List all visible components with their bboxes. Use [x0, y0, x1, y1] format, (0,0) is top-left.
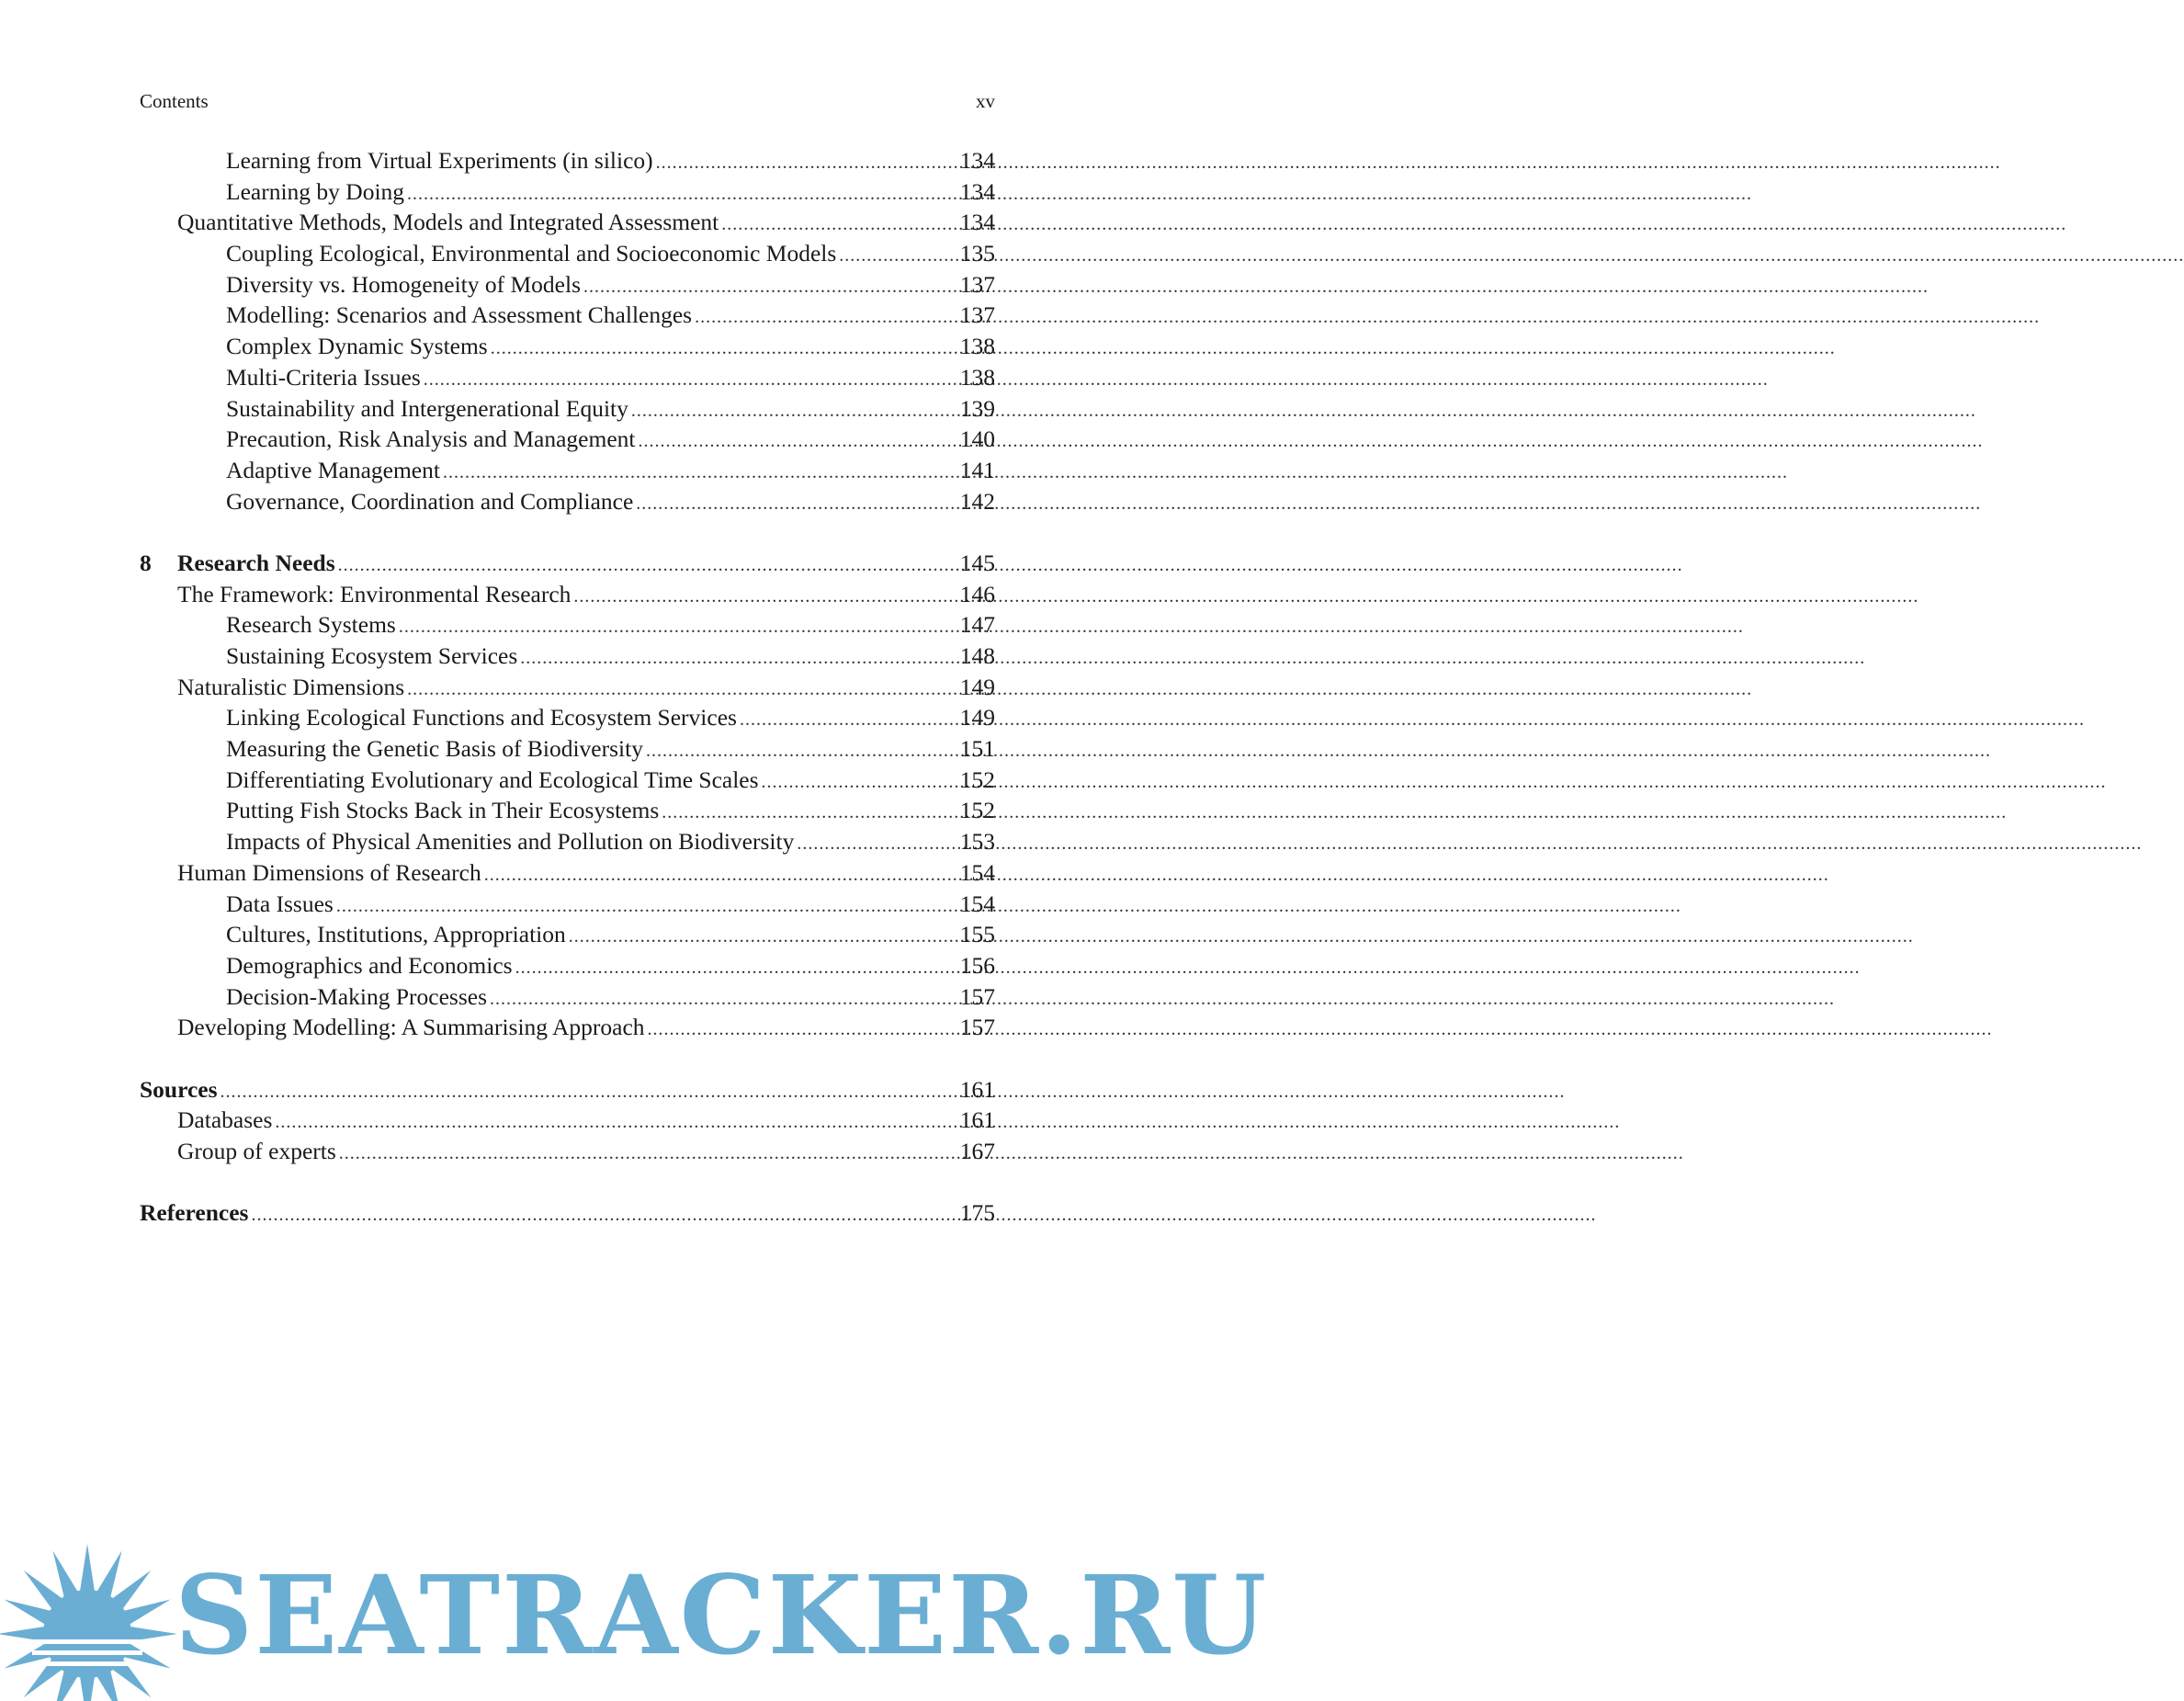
toc-entry-title: Multi-Criteria Issues: [226, 363, 421, 391]
toc-entry-page: 149: [959, 673, 995, 700]
running-header-title: Contents: [140, 90, 209, 112]
toc-entry-title: Coupling Ecological, Environmental and Socioeconomic Models: [226, 240, 837, 267]
toc-entry-title: References: [140, 1199, 249, 1227]
toc-entry-title: Governance, Coordination and Compliance: [226, 487, 634, 515]
toc-entry-page: 134: [959, 177, 995, 205]
toc-entry[interactable]: [140, 889, 995, 920]
toc-entry[interactable]: [140, 1012, 995, 1043]
toc-entry-title: Research Needs: [177, 549, 335, 576]
dot-leader: [443, 458, 1788, 489]
toc-entry-title: Naturalistic Dimensions: [177, 673, 405, 700]
toc-entry-page: 152: [959, 797, 995, 824]
chapter-number: 8: [140, 549, 152, 576]
dot-leader: [484, 860, 1829, 891]
toc-entry-title: Putting Fish Stocks Back in Their Ecosystems: [226, 797, 660, 824]
toc-entry-page: 156: [959, 951, 995, 979]
toc-entry-page: 151: [959, 735, 995, 763]
toc-entry-page: 142: [959, 487, 995, 515]
toc-entry[interactable]: [140, 1136, 995, 1167]
toc-entry-page: 175: [959, 1199, 995, 1227]
toc-entry[interactable]: [140, 857, 995, 889]
dot-leader: [221, 1077, 1566, 1108]
toc-entry-page: 167: [959, 1138, 995, 1164]
toc-entry[interactable]: [140, 238, 995, 269]
dot-leader: [662, 798, 2007, 829]
toc-entry-page: 155: [959, 921, 995, 948]
watermark: [0, 1544, 1269, 1701]
toc-entry-page: 134: [959, 209, 995, 236]
dot-leader: [399, 612, 1744, 643]
dot-leader: [638, 426, 1983, 458]
toc-entry-page: 157: [959, 982, 995, 1010]
toc-section-entry[interactable]: [140, 1197, 995, 1229]
dot-leader: [740, 705, 2085, 736]
toc-chapter-entry[interactable]: [140, 548, 995, 579]
toc-entry-title: Adaptive Management: [226, 456, 440, 483]
dot-leader: [490, 984, 1835, 1015]
dot-leader: [338, 550, 1683, 582]
toc-entry-title: The Framework: Environmental Research: [177, 580, 571, 607]
toc-entry[interactable]: [140, 393, 995, 425]
dot-leader: [336, 891, 1681, 923]
toc-entry-page: 141: [959, 456, 995, 483]
toc-entry-title: Cultures, Institutions, Appropriation: [226, 921, 566, 948]
toc-entry-title: Demographics and Economics: [226, 951, 513, 979]
dot-leader: [631, 396, 1976, 427]
sun-icon: [0, 1544, 175, 1701]
toc-entry[interactable]: [140, 1105, 995, 1136]
toc-entry[interactable]: [140, 362, 995, 393]
dot-leader: [407, 179, 1752, 210]
toc-entry[interactable]: [140, 672, 995, 703]
toc-entry-title: Precaution, Risk Analysis and Management: [226, 425, 636, 453]
toc-entry[interactable]: [140, 579, 995, 610]
dot-leader: [520, 643, 1865, 675]
toc-entry-title: Differentiating Evolutionary and Ecological Time Scales: [226, 765, 759, 793]
toc-entry[interactable]: [140, 641, 995, 672]
toc-entry-title: Decision-Making Processes: [226, 982, 487, 1010]
toc-entry-page: 161: [959, 1106, 995, 1134]
toc-entry-title: Learning by Doing: [226, 177, 405, 205]
toc-entry-title: Quantitative Methods, Models and Integrated Assessment: [177, 209, 719, 236]
toc-entry[interactable]: [140, 300, 995, 331]
dot-leader: [695, 302, 2040, 334]
toc-entry-page: 140: [959, 425, 995, 453]
dot-leader: [648, 1015, 1993, 1046]
toc-entry[interactable]: [140, 331, 995, 362]
toc-entry-title: Sustaining Ecosystem Services: [226, 642, 518, 669]
toc-entry[interactable]: [140, 950, 995, 981]
toc-entry[interactable]: [140, 269, 995, 301]
dot-leader: [424, 365, 1769, 396]
dot-leader: [515, 953, 1861, 984]
dot-leader: [839, 241, 2184, 272]
table-of-contents: [140, 145, 995, 1229]
toc-entry-title: Sources: [140, 1075, 218, 1103]
running-header: [140, 90, 995, 118]
toc-entry-title: Diversity vs. Homogeneity of Models: [226, 270, 581, 298]
toc-entry-title: Impacts of Physical Amenities and Pollution on Biodiversity: [226, 828, 795, 856]
watermark-text: SEATRACKER.RU: [175, 1551, 1269, 1679]
toc-section-entry[interactable]: [140, 1074, 995, 1106]
toc-entry-page: 146: [959, 580, 995, 607]
dot-leader: [573, 582, 1918, 613]
toc-entry-title: Human Dimensions of Research: [177, 858, 481, 886]
dot-leader: [797, 829, 2142, 860]
toc-entry-page: 161: [959, 1075, 995, 1103]
toc-entry[interactable]: [140, 145, 995, 176]
toc-entry[interactable]: [140, 609, 995, 641]
toc-entry-title: Sustainability and Intergenerational Equity: [226, 394, 628, 422]
toc-entry-page: 148: [959, 642, 995, 669]
toc-entry[interactable]: [140, 455, 995, 486]
toc-entry-title: Complex Dynamic Systems: [226, 333, 488, 360]
dot-leader: [275, 1107, 1620, 1139]
toc-entry[interactable]: [140, 826, 995, 857]
toc-entry-title: Data Issues: [226, 890, 334, 917]
toc-entry-title: Group of experts: [177, 1138, 336, 1164]
toc-entry-title: Learning from Virtual Experiments (in silico): [226, 147, 653, 174]
toc-entry-page: 154: [959, 890, 995, 917]
toc-entry-title: Linking Ecological Functions and Ecosystem Services: [226, 704, 737, 731]
toc-entry-page: 154: [959, 858, 995, 886]
dot-leader: [251, 1200, 1596, 1231]
toc-entry[interactable]: [140, 733, 995, 765]
toc-entry-page: 138: [959, 333, 995, 360]
toc-entry-page: 137: [959, 301, 995, 329]
dot-leader: [583, 272, 1929, 303]
toc-entry-title: Databases: [177, 1106, 273, 1134]
toc-entry[interactable]: [140, 981, 995, 1013]
toc-entry-page: 145: [959, 549, 995, 576]
dot-leader: [491, 334, 1836, 365]
toc-entry-page: 135: [959, 240, 995, 267]
dot-leader: [636, 489, 1981, 520]
toc-entry-title: Modelling: Scenarios and Assessment Challenges: [226, 301, 693, 329]
toc-entry[interactable]: [140, 795, 995, 826]
toc-entry-title: Developing Modelling: A Summarising Approach: [177, 1014, 645, 1041]
dot-leader: [656, 148, 2001, 179]
toc-entry-page: 149: [959, 704, 995, 731]
toc-entry[interactable]: [140, 176, 995, 208]
toc-entry[interactable]: [140, 424, 995, 455]
dot-leader: [407, 675, 1752, 706]
toc-entry[interactable]: [140, 486, 995, 517]
toc-entry[interactable]: [140, 919, 995, 950]
dot-leader: [569, 922, 1914, 953]
dot-leader: [721, 210, 2066, 241]
page-number-roman: xv: [976, 90, 995, 112]
toc-entry-page: 137: [959, 270, 995, 298]
toc-entry-page: 153: [959, 828, 995, 856]
toc-entry[interactable]: [140, 702, 995, 733]
dot-leader: [339, 1139, 1684, 1170]
toc-entry-title: Research Systems: [226, 611, 396, 639]
toc-entry-title: Measuring the Genetic Basis of Biodiversity: [226, 735, 643, 763]
dot-leader: [646, 736, 1991, 767]
toc-entry-page: 147: [959, 611, 995, 639]
toc-entry[interactable]: [140, 207, 995, 238]
toc-entry-page: 152: [959, 765, 995, 793]
toc-entry-page: 138: [959, 363, 995, 391]
toc-entry-page: 134: [959, 147, 995, 174]
toc-entry-page: 157: [959, 1014, 995, 1041]
toc-entry[interactable]: [140, 765, 995, 796]
toc-entry-page: 139: [959, 394, 995, 422]
